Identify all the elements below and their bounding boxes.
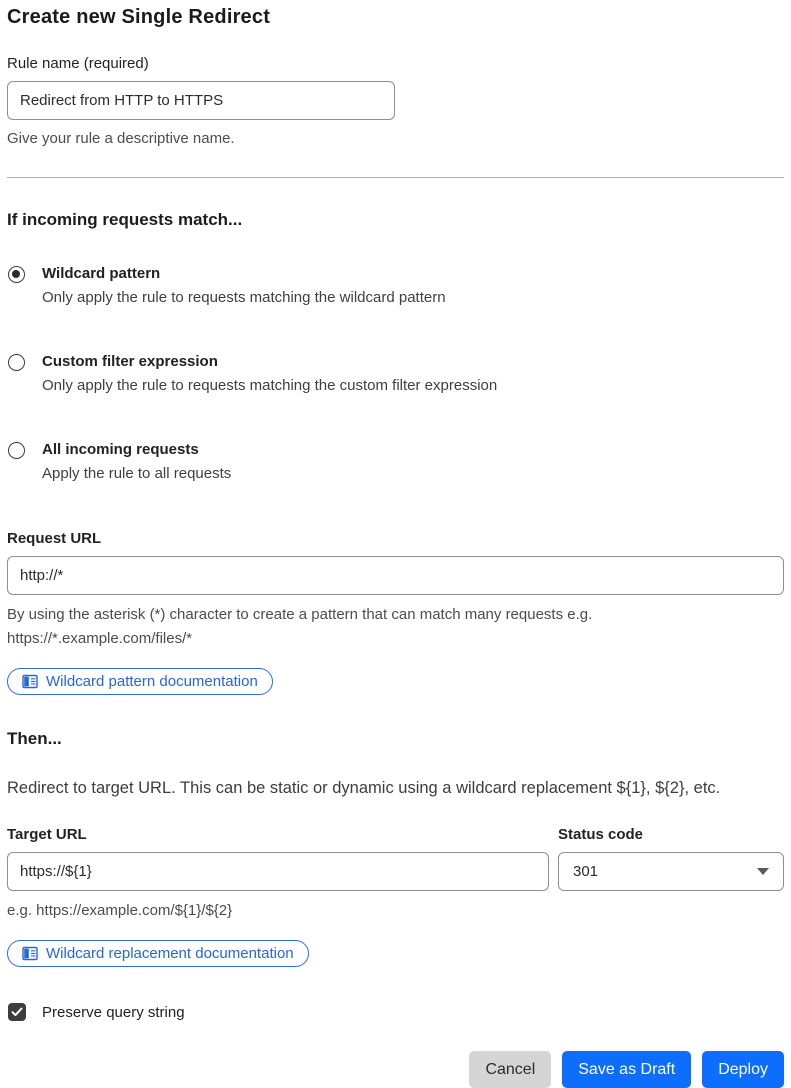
- status-code-label: Status code: [558, 826, 644, 843]
- request-url-label: Request URL: [7, 530, 102, 547]
- target-url-status-row: [7, 826, 784, 923]
- request-url-help: [7, 603, 777, 651]
- chevron-down-icon: [757, 868, 769, 875]
- checkbox-checked-icon[interactable]: [8, 1003, 26, 1021]
- preserve-query-string-option[interactable]: [7, 997, 784, 1027]
- open-book-icon: [22, 674, 38, 689]
- target-url-label: Target URL: [7, 826, 87, 843]
- rule-name-label: Rule name (required): [7, 55, 149, 72]
- deploy-button[interactable]: Deploy: [702, 1051, 784, 1088]
- wildcard-replacement-documentation-button[interactable]: [7, 940, 309, 967]
- wildcard-pattern-documentation-button[interactable]: [7, 668, 273, 695]
- radio-description: Only apply the rule to requests matching the custom filter expression: [42, 377, 498, 394]
- radio-option-all-incoming-requests[interactable]: [7, 430, 784, 494]
- section-divider: [7, 177, 784, 178]
- match-type-radio-group: [7, 254, 784, 494]
- radio-label: All incoming requests: [42, 441, 199, 458]
- radio-button-icon[interactable]: [8, 354, 25, 371]
- doc-button-label: Wildcard replacement documentation: [46, 945, 294, 962]
- then-section-heading: Then...: [7, 729, 62, 748]
- request-url-help-line2: https://*.example.com/files/*: [7, 630, 193, 647]
- radio-option-wildcard-pattern[interactable]: [7, 254, 784, 318]
- target-url-input[interactable]: [7, 852, 549, 891]
- footer-action-bar: [7, 1051, 784, 1088]
- doc-button-label: Wildcard pattern documentation: [46, 673, 258, 690]
- preserve-query-string-label: Preserve query string: [42, 1003, 185, 1021]
- match-section-heading: If incoming requests match...: [7, 210, 243, 229]
- target-url-help: e.g. https://example.com/${1}/${2}: [7, 902, 233, 919]
- rule-name-input[interactable]: [7, 81, 395, 120]
- radio-label: Wildcard pattern: [42, 265, 161, 282]
- rule-name-help: Give your rule a descriptive name.: [7, 130, 235, 147]
- status-code-select[interactable]: [558, 852, 784, 891]
- radio-option-custom-filter-expression[interactable]: [7, 342, 784, 406]
- cancel-button[interactable]: Cancel: [469, 1051, 551, 1088]
- radio-button-icon[interactable]: [8, 442, 25, 459]
- then-description: Redirect to target URL. This can be static or dynamic using a wildcard replacement ${1}, ${2}, etc.: [7, 779, 721, 797]
- request-url-help-line1: By using the asterisk (*) character to create a pattern that can match many requests e.g.: [7, 606, 593, 623]
- save-as-draft-button[interactable]: Save as Draft: [562, 1051, 691, 1088]
- status-code-selected-value: 301: [573, 863, 599, 880]
- open-book-icon: [22, 946, 38, 961]
- request-url-input[interactable]: [7, 556, 784, 595]
- radio-label: Custom filter expression: [42, 353, 218, 370]
- radio-button-icon[interactable]: [8, 266, 25, 283]
- radio-description: Apply the rule to all requests: [42, 465, 232, 482]
- page-title: Create new Single Redirect: [7, 6, 271, 28]
- radio-description: Only apply the rule to requests matching the wildcard pattern: [42, 289, 446, 306]
